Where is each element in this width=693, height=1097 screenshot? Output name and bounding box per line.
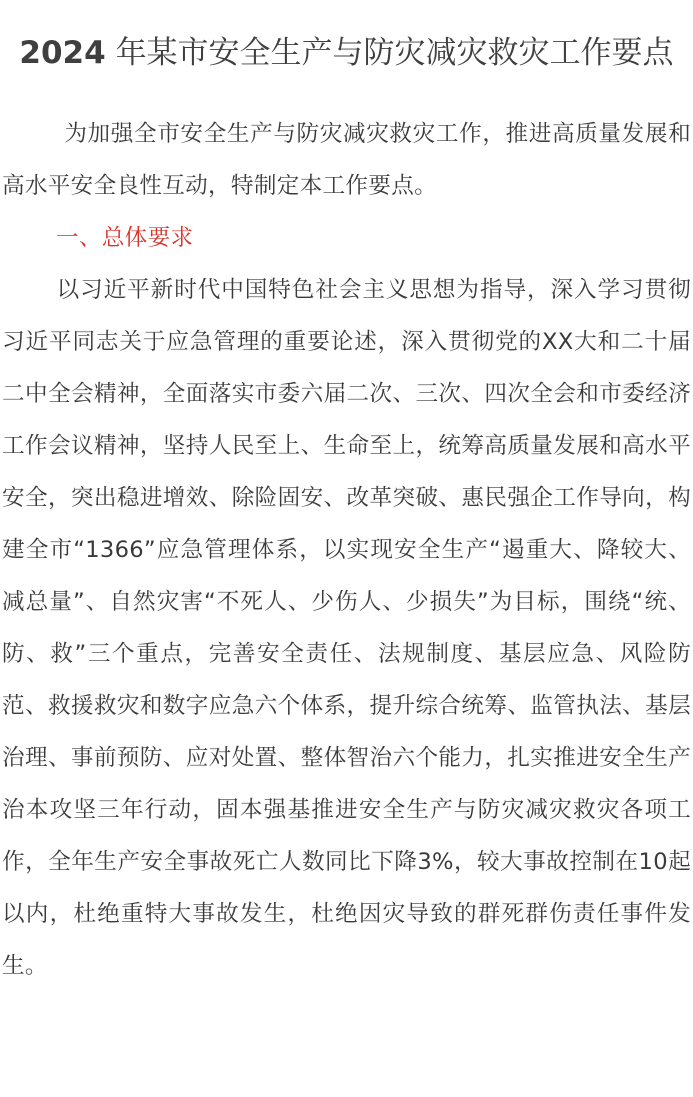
section1-text: 以习近平新时代中国特色社会主义思想为指导，深入学习贯彻习近平同志关于应急管理的重要论述，深入贯彻党的XX大和二十届二中全会精神，全面落实市委六届二次、三次、四次全会和市委经济工作会议精神，坚持人民至上、生命至上，统筹高质量发展和高水平安全，突出稳进增效、除险固安、改革突破、惠民强企工作导向，构建全市“1366”应急管理体系，以实现安全生产“遏重大、降较大、减总量”、自然灾害“不死人、少伤人、少损失”为目标，围绕“统、防、救”三个重点，完善安全责任、法规制度、基层应急、风险防范、救援救灾和数字应急六个体系，提升综合统筹、监管执法、基层治理、事前预防、应对处置、整体智治六个能力，扎实推进安全生产治本攻坚三年行动，固本强基推进安全生产与防灾减灾救灾各项工作，全年生产安全事故死亡人数同比下降3%，较大事故控制在10起以内，杜绝重特大事故发生，杜绝因灾导致的群死群伤责任事件发生。	[2, 277, 691, 979]
section1-paragraph	[0, 264, 693, 992]
title-text: 年某市安全生产与防灾减灾救灾工作要点	[115, 35, 674, 71]
intro-paragraph	[0, 108, 693, 212]
intro-text: 为加强全市安全生产与防灾减灾救灾工作，推进高质量发展和高水平安全良性互动，特制定本工作要点。	[2, 121, 691, 199]
section-heading-overall-requirements: 一、总体要求	[56, 225, 194, 251]
title-year: 2024	[19, 35, 106, 71]
document-title	[0, 28, 693, 78]
